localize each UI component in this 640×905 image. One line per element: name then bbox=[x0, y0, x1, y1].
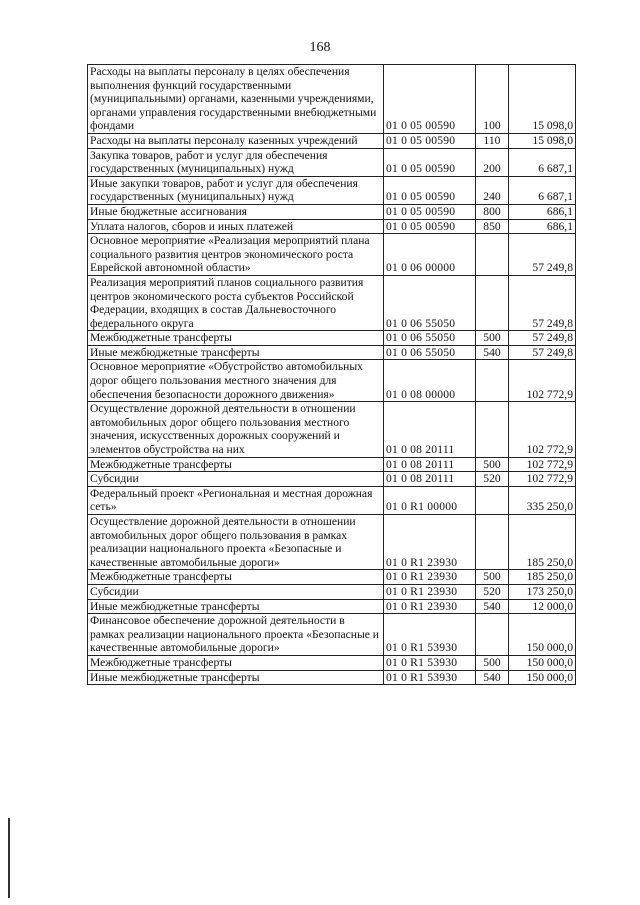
row-name-cell: Иные закупки товаров, работ и услуг для обеспечения государственных (муниципальных) нужд bbox=[88, 176, 384, 204]
row-name-cell: Межбюджетные трансферты bbox=[88, 655, 384, 670]
row-amount-cell: 335 250,0 bbox=[509, 486, 576, 514]
row-code-cell: 01 0 05 00590 bbox=[384, 176, 476, 204]
row-code-cell: 01 0 R1 23930 bbox=[384, 515, 476, 570]
row-name-cell: Финансовое обеспечение дорожной деятельности в рамках реализации национального проекта «Безопасные и качественные автомобильные дороги» bbox=[88, 614, 384, 656]
row-expense-type-cell bbox=[476, 515, 509, 570]
table-row bbox=[88, 65, 576, 134]
row-name-cell: Межбюджетные трансферты bbox=[88, 457, 384, 472]
row-amount-cell: 57 249,8 bbox=[509, 275, 576, 330]
row-amount-cell: 102 772,9 bbox=[509, 457, 576, 472]
table-row bbox=[88, 133, 576, 148]
row-code-cell: 01 0 R1 00000 bbox=[384, 486, 476, 514]
row-expense-type-cell: 850 bbox=[476, 219, 509, 234]
row-expense-type-cell bbox=[476, 360, 509, 402]
row-expense-type-cell bbox=[476, 614, 509, 656]
row-amount-cell: 150 000,0 bbox=[509, 655, 576, 670]
row-amount-cell: 686,1 bbox=[509, 204, 576, 219]
table-row bbox=[88, 219, 576, 234]
table-row bbox=[88, 457, 576, 472]
budget-table bbox=[87, 64, 576, 685]
row-amount-cell: 15 098,0 bbox=[509, 65, 576, 134]
row-code-cell: 01 0 R1 53930 bbox=[384, 614, 476, 656]
row-amount-cell: 686,1 bbox=[509, 219, 576, 234]
row-expense-type-cell bbox=[476, 486, 509, 514]
row-expense-type-cell: 240 bbox=[476, 176, 509, 204]
row-code-cell: 01 0 08 00000 bbox=[384, 360, 476, 402]
row-expense-type-cell: 540 bbox=[476, 599, 509, 614]
table-row bbox=[88, 360, 576, 402]
row-name-cell: Иные бюджетные ассигнования bbox=[88, 204, 384, 219]
row-name-cell: Межбюджетные трансферты bbox=[88, 331, 384, 346]
row-expense-type-cell: 110 bbox=[476, 133, 509, 148]
row-expense-type-cell: 100 bbox=[476, 65, 509, 134]
row-code-cell: 01 0 08 20111 bbox=[384, 402, 476, 457]
row-name-cell: Иные межбюджетные трансферты bbox=[88, 670, 384, 685]
table-row bbox=[88, 234, 576, 276]
row-code-cell: 01 0 R1 23930 bbox=[384, 599, 476, 614]
page-number: 168 bbox=[309, 40, 331, 55]
row-expense-type-cell: 500 bbox=[476, 331, 509, 346]
table-row bbox=[88, 275, 576, 330]
row-code-cell: 01 0 06 55050 bbox=[384, 331, 476, 346]
row-name-cell: Субсидии bbox=[88, 584, 384, 599]
row-amount-cell: 150 000,0 bbox=[509, 670, 576, 685]
table-row bbox=[88, 599, 576, 614]
row-expense-type-cell: 520 bbox=[476, 472, 509, 487]
row-expense-type-cell: 500 bbox=[476, 457, 509, 472]
row-name-cell: Осуществление дорожной деятельности в отношении автомобильных дорог общего пользования в рамках реализации национального проекта «Безопасные и качественные автомобильные дороги» bbox=[88, 515, 384, 570]
scan-edge-mark bbox=[8, 818, 10, 898]
row-expense-type-cell: 800 bbox=[476, 204, 509, 219]
table-row bbox=[88, 670, 576, 685]
row-expense-type-cell: 500 bbox=[476, 570, 509, 585]
row-name-cell: Федеральный проект «Региональная и местная дорожная сеть» bbox=[88, 486, 384, 514]
row-expense-type-cell: 540 bbox=[476, 670, 509, 685]
row-name-cell: Иные межбюджетные трансферты bbox=[88, 345, 384, 360]
row-code-cell: 01 0 R1 23930 bbox=[384, 570, 476, 585]
table-row bbox=[88, 614, 576, 656]
row-name-cell: Закупка товаров, работ и услуг для обеспечения государственных (муниципальных) нужд bbox=[88, 148, 384, 176]
row-expense-type-cell bbox=[476, 402, 509, 457]
table-row bbox=[88, 472, 576, 487]
row-amount-cell: 57 249,8 bbox=[509, 331, 576, 346]
row-amount-cell: 57 249,8 bbox=[509, 234, 576, 276]
table-row bbox=[88, 204, 576, 219]
row-amount-cell: 173 250,0 bbox=[509, 584, 576, 599]
table-row bbox=[88, 345, 576, 360]
row-expense-type-cell bbox=[476, 234, 509, 276]
row-amount-cell: 102 772,9 bbox=[509, 360, 576, 402]
row-code-cell: 01 0 05 00590 bbox=[384, 148, 476, 176]
row-amount-cell: 6 687,1 bbox=[509, 148, 576, 176]
row-code-cell: 01 0 R1 23930 bbox=[384, 584, 476, 599]
budget-table-body bbox=[88, 65, 576, 685]
row-amount-cell: 57 249,8 bbox=[509, 345, 576, 360]
row-amount-cell: 6 687,1 bbox=[509, 176, 576, 204]
table-row bbox=[88, 584, 576, 599]
row-code-cell: 01 0 R1 53930 bbox=[384, 655, 476, 670]
row-amount-cell: 102 772,9 bbox=[509, 402, 576, 457]
table-row bbox=[88, 176, 576, 204]
row-name-cell: Уплата налогов, сборов и иных платежей bbox=[88, 219, 384, 234]
row-name-cell: Расходы на выплаты персоналу в целях обеспечения выполнения функций государственными (муниципальными) органами, казенными учреждениями, органами управления государственными внебюджетными фондами bbox=[88, 65, 384, 134]
table-row bbox=[88, 515, 576, 570]
row-expense-type-cell: 200 bbox=[476, 148, 509, 176]
row-code-cell: 01 0 06 55050 bbox=[384, 275, 476, 330]
table-row bbox=[88, 402, 576, 457]
row-expense-type-cell bbox=[476, 275, 509, 330]
row-amount-cell: 185 250,0 bbox=[509, 515, 576, 570]
row-amount-cell: 185 250,0 bbox=[509, 570, 576, 585]
row-expense-type-cell: 500 bbox=[476, 655, 509, 670]
row-name-cell: Основное мероприятие «Обустройство автомобильных дорог общего пользования местного значения для обеспечения безопасности дорожного движения» bbox=[88, 360, 384, 402]
row-name-cell: Осуществление дорожной деятельности в отношении автомобильных дорог общего пользования местного значения, искусственных дорожных сооружений и элементов обустройства на них bbox=[88, 402, 384, 457]
row-expense-type-cell: 540 bbox=[476, 345, 509, 360]
row-amount-cell: 12 000,0 bbox=[509, 599, 576, 614]
row-code-cell: 01 0 08 20111 bbox=[384, 457, 476, 472]
row-code-cell: 01 0 05 00590 bbox=[384, 133, 476, 148]
table-row bbox=[88, 331, 576, 346]
row-code-cell: 01 0 05 00590 bbox=[384, 65, 476, 134]
row-code-cell: 01 0 05 00590 bbox=[384, 204, 476, 219]
table-row bbox=[88, 486, 576, 514]
row-name-cell: Расходы на выплаты персоналу казенных учреждений bbox=[88, 133, 384, 148]
row-name-cell: Реализация мероприятий планов социального развития центров экономического роста субъектов Российской Федерации, входящих в состав Дальневосточного федерального округа bbox=[88, 275, 384, 330]
row-expense-type-cell: 520 bbox=[476, 584, 509, 599]
row-code-cell: 01 0 05 00590 bbox=[384, 219, 476, 234]
row-code-cell: 01 0 08 20111 bbox=[384, 472, 476, 487]
row-code-cell: 01 0 06 55050 bbox=[384, 345, 476, 360]
row-name-cell: Межбюджетные трансферты bbox=[88, 570, 384, 585]
row-amount-cell: 102 772,9 bbox=[509, 472, 576, 487]
table-row bbox=[88, 148, 576, 176]
row-code-cell: 01 0 06 00000 bbox=[384, 234, 476, 276]
row-amount-cell: 15 098,0 bbox=[509, 133, 576, 148]
row-name-cell: Иные межбюджетные трансферты bbox=[88, 599, 384, 614]
row-code-cell: 01 0 R1 53930 bbox=[384, 670, 476, 685]
row-name-cell: Субсидии bbox=[88, 472, 384, 487]
row-name-cell: Основное мероприятие «Реализация мероприятий плана социального развития центров экономического роста Еврейской автономной области» bbox=[88, 234, 384, 276]
table-row bbox=[88, 570, 576, 585]
table-row bbox=[88, 655, 576, 670]
row-amount-cell: 150 000,0 bbox=[509, 614, 576, 656]
